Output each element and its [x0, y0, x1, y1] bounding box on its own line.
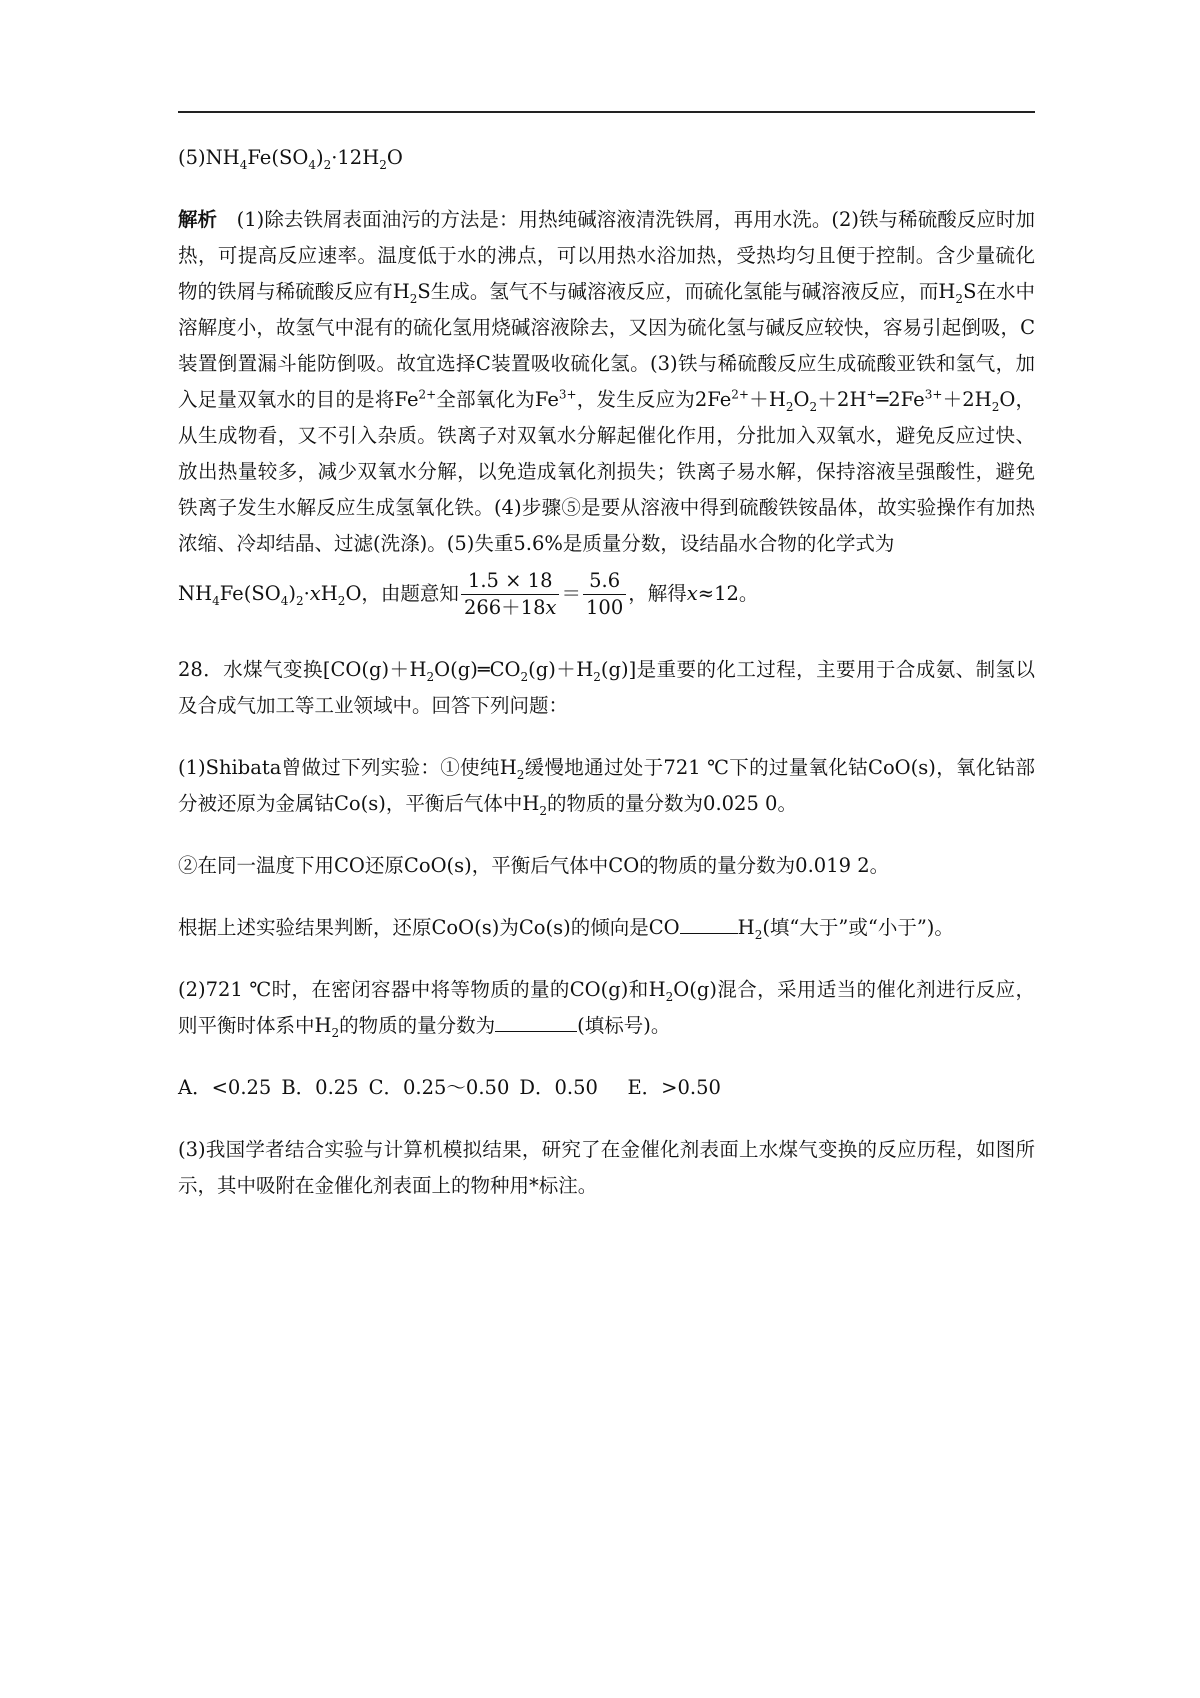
question-28-part-1-judgement: 根据上述实验结果判断，还原CoO(s)为Co(s)的倾向是CO $H_2$(填“大于”或“小于”)。	[178, 916, 954, 942]
header-rule	[178, 111, 1035, 113]
document-body	[178, 140, 1035, 1204]
fraction-left: $\frac{1.5 \times 18}{266+18x}$	[461, 568, 560, 621]
answer-5: $(5)NH_4Fe(SO_4)_2\cdot 12H_2O$	[178, 146, 403, 172]
question-28-part-1-step-2: ②在同一温度下用CO还原CoO(s)，平衡后气体中CO的物质的量分数为0.019 2。	[178, 854, 890, 877]
answer-blank[interactable]	[495, 1013, 577, 1032]
question-28: 28．水煤气变换$[CO(g)+H_2O(g)═CO_2(g)+H_2(g)]$是重要的化工过程，主要用于合成氨、制氢以及合成气加工等工业领域中。回答下列问题：	[178, 658, 1036, 717]
option-e: E．>0.50	[627, 1076, 721, 1099]
option-b: B．0.25	[281, 1076, 359, 1099]
analysis-paragraph: 解析 (1)除去铁屑表面油污的方法是：用热纯碱溶液清洗铁屑，再用水洗。(2)铁与稀硫酸反应时加热，可提高反应速率。温度低于水的沸点，可以用热水浴加热，受热均匀且便于控制。含少量硫化物的铁屑与稀硫酸反应有$H_2S$生成。氢气不与碱溶液反应，而硫化氢能与碱溶液反应，而$H_2S$在水中溶解度小，故氢气中混有的硫化氢用烧碱溶液除去，又因为硫化氢与碱反应较快，容易引起倒吸，C装置倒置漏斗能防倒吸。故宜选择C装置吸收硫化氢。(3)铁与稀硫酸反应生成硫酸亚铁和氢气，加入足量双氧水的目的是将$Fe^{2+}$全部氧化为$Fe^{3+}$，发生反应为$2Fe^{2+}+H_2O_2+2H^+═2Fe^{3+}+2H_2O$，从生成物看，又不引入杂质。铁离子对双氧水分解起催化作用，分批加入双氧水，避免反应过快、放出热量较多，减少双氧水分解，以免造成氧化剂损失；铁离子易水解，保持溶液呈强酸性，避免铁离子发生水解反应生成氢氧化铁。(4)步骤⑤是要从溶液中得到硫酸铁铵晶体，故实验操作有加热浓缩、冷却结晶、过滤(洗涤)。(5)失重5.6%是质量分数，设结晶水合物的化学式为	[178, 208, 1036, 555]
option-c: C．0.25～0.50	[368, 1076, 510, 1099]
answer-blank[interactable]	[680, 915, 738, 934]
answer-options	[178, 1070, 1035, 1106]
option-d: D．0.50	[519, 1076, 598, 1099]
option-a: A．<0.25	[178, 1076, 272, 1099]
question-28-part-2: (2)721 ℃时，在密闭容器中将等物质的量的CO(g)和$H_2O(g)$混合，采用适当的催化剂进行反应，则平衡时体系中$H_2$的物质的量分数为 (填标号)。	[178, 978, 1036, 1040]
fraction-right: $\frac{5.6}{100}$	[583, 568, 626, 621]
question-28-part-1: (1)Shibata曾做过下列实验：①使纯$H_2$缓慢地通过处于721 ℃下的过量氧化钴CoO(s)，氧化钴部分被还原为金属钴Co(s)，平衡后气体中$H_2$的物质的量分数为0.025 0。	[178, 756, 1035, 818]
analysis-formula-line: $NH_4Fe(SO_4)_2\cdot xH_2O$，由题意知 $\frac{1.5 \times 18}{266+18x}$ ＝ $\frac{5.6}{100}$ ，解得x≈12。	[178, 569, 759, 619]
analysis-label: 解析	[178, 208, 218, 231]
question-28-part-3: (3)我国学者结合实验与计算机模拟结果，研究了在金催化剂表面上水煤气变换的反应历程，如图所示，其中吸附在金催化剂表面上的物种用*标注。	[178, 1138, 1035, 1197]
